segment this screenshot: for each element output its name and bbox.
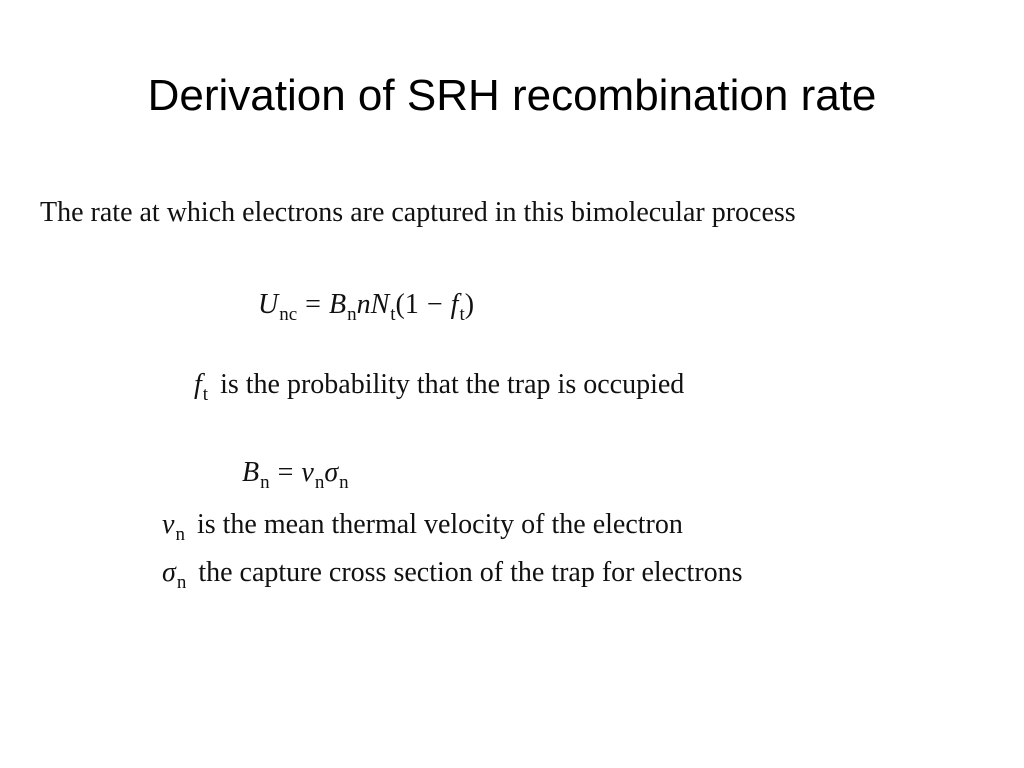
- sigma-symbol: σ: [324, 457, 339, 488]
- v-subscript: n: [314, 472, 325, 493]
- slide-title: Derivation of SRH recombination rate: [147, 71, 877, 120]
- occupancy-text: is the probability that the trap is occupied: [220, 369, 685, 400]
- capture-rate-equation: [258, 288, 474, 325]
- minus-sign: −: [426, 289, 443, 320]
- trap-density-symbol: N: [370, 289, 390, 320]
- velocity-definition: [162, 508, 683, 545]
- b-subscript: n: [347, 304, 357, 325]
- b-symbol: B: [242, 457, 260, 488]
- sigma-subscript: n: [339, 472, 349, 493]
- b-symbol: B: [328, 289, 347, 320]
- f-symbol: f: [450, 289, 459, 320]
- f-subscript: t: [459, 304, 465, 325]
- bn-equation: [242, 456, 349, 493]
- equals-sign: =: [277, 457, 294, 488]
- sigma-symbol: σ: [162, 557, 176, 588]
- v-subscript: n: [175, 524, 185, 545]
- n-symbol: n: [356, 289, 371, 320]
- cross-section-definition: [162, 556, 743, 593]
- velocity-text: is the mean thermal velocity of the electron: [196, 509, 683, 540]
- u-subscript: nc: [279, 304, 298, 325]
- f-symbol: f: [194, 369, 202, 400]
- occupancy-note: [194, 368, 684, 405]
- v-symbol: v: [162, 509, 175, 540]
- b-subscript: n: [260, 472, 270, 493]
- close-paren: ): [464, 289, 475, 320]
- equals-sign: =: [305, 289, 321, 320]
- intro-text: The rate at which electrons are captured in this bimolecular process: [40, 197, 796, 228]
- cross-section-text: the capture cross section of the trap for electrons: [198, 557, 743, 588]
- u-symbol: U: [258, 289, 279, 320]
- open-paren: (1: [395, 289, 419, 320]
- f-subscript: t: [202, 384, 209, 405]
- sigma-subscript: n: [176, 572, 187, 593]
- v-symbol: v: [301, 457, 314, 488]
- trap-density-subscript: t: [390, 304, 396, 325]
